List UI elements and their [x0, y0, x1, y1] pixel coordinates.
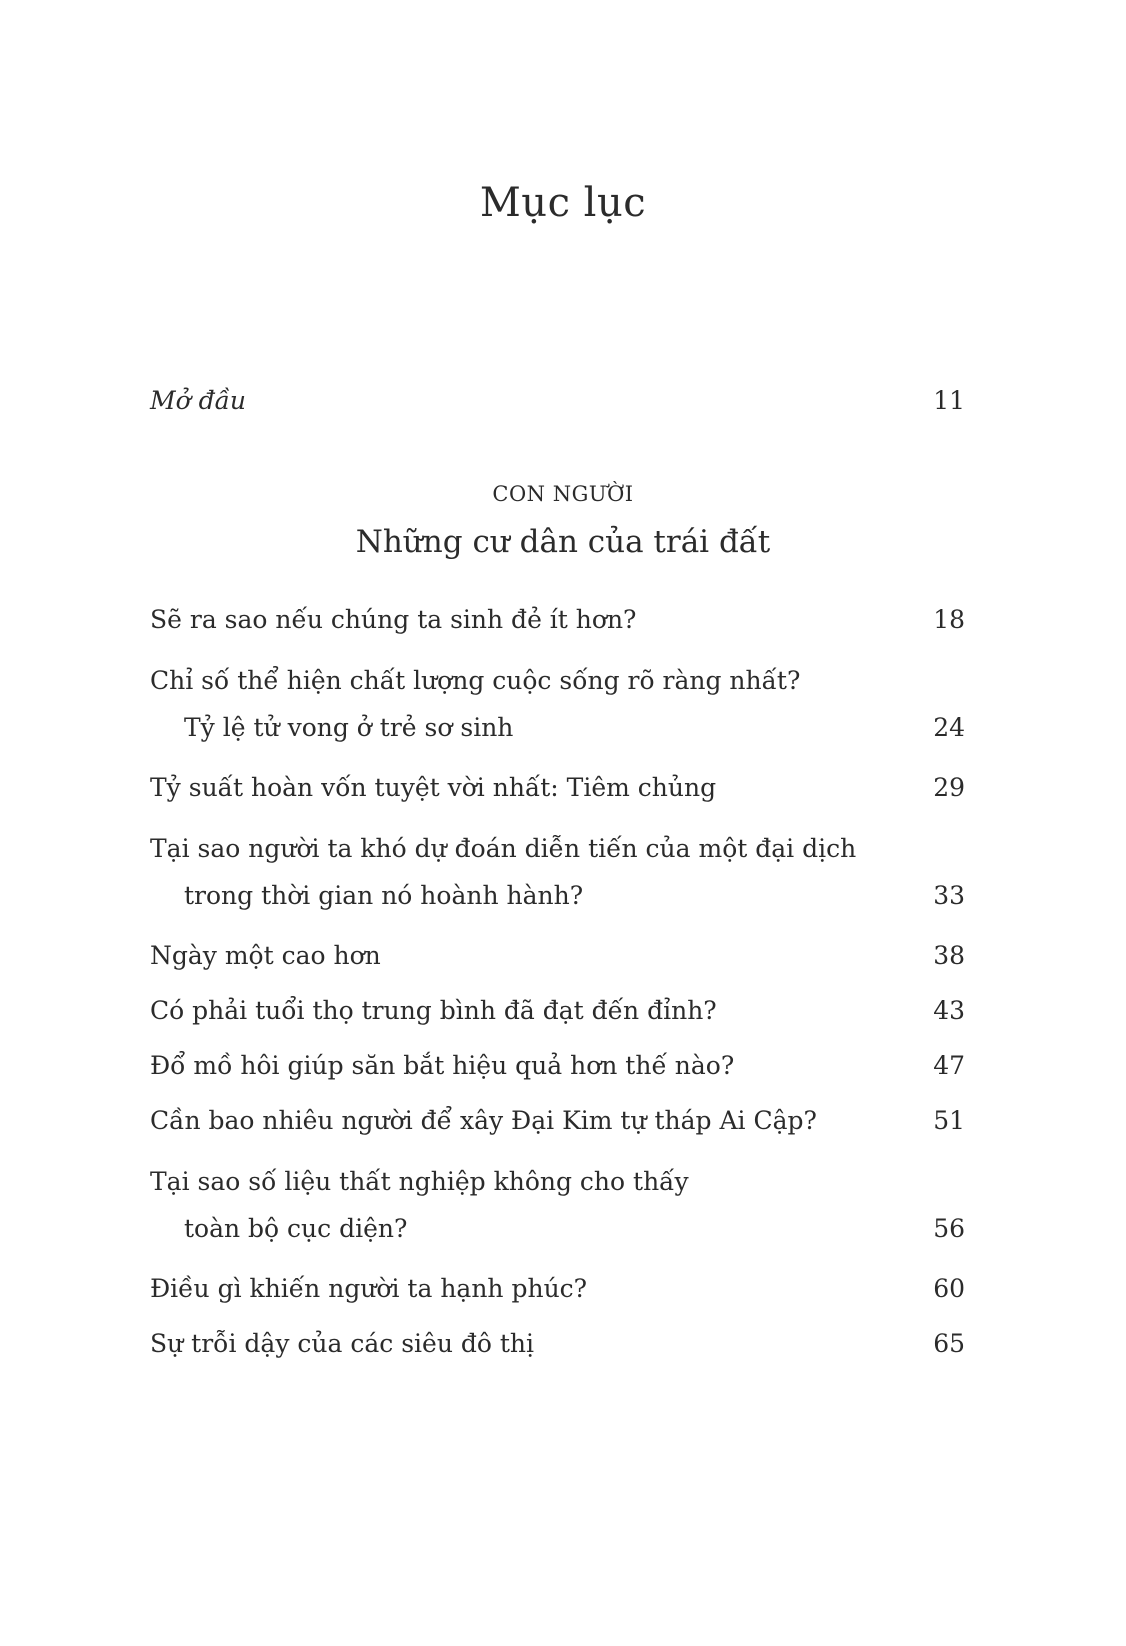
toc-entry	[150, 657, 965, 751]
toc-entry-intro	[150, 386, 965, 415]
toc-entry-page: 24	[933, 713, 965, 742]
section-title: Những cư dân của trái đất	[355, 524, 771, 560]
toc-entry-page: 65	[933, 1329, 965, 1358]
toc-entry-page: 38	[933, 941, 965, 970]
toc-entry-page: 18	[933, 605, 965, 634]
toc-entry-title: Cần bao nhiêu người để xây Đại Kim tự tháp Ai Cập?	[150, 1106, 817, 1135]
toc-entry-title-continued: toàn bộ cục diện?	[184, 1214, 408, 1243]
toc-entry	[150, 1048, 965, 1084]
toc-entry-title: Điều gì khiến người ta hạnh phúc?	[150, 1274, 588, 1303]
toc-entry-title: Sẽ ra sao nếu chúng ta sinh đẻ ít hơn?	[150, 605, 637, 634]
toc-entry-page: 51	[933, 1106, 965, 1135]
toc-entry-page: 60	[933, 1274, 965, 1303]
toc-entry-page: 47	[933, 1051, 965, 1080]
toc-entry-page: 33	[933, 881, 965, 910]
toc-entry	[150, 825, 965, 919]
intro-label: Mở đầu	[150, 386, 247, 415]
toc-entry-title: Có phải tuổi thọ trung bình đã đạt đến đỉnh?	[150, 996, 717, 1025]
toc-entry	[150, 770, 965, 806]
toc-entry-title: Tỷ suất hoàn vốn tuyệt vời nhất: Tiêm chủng	[150, 773, 717, 802]
toc-entry-page: 56	[933, 1214, 965, 1243]
toc-entry-title: Tại sao số liệu thất nghiệp không cho thấy	[150, 1167, 689, 1196]
toc-entry	[150, 1271, 965, 1307]
toc-entry	[150, 938, 965, 974]
toc-entry-title-continued: trong thời gian nó hoành hành?	[184, 881, 584, 910]
section-kicker: CON NGƯỜI	[492, 482, 634, 506]
toc-entry-title: Ngày một cao hơn	[150, 941, 381, 970]
toc-entry-title: Tại sao người ta khó dự đoán diễn tiến của một đại dịch	[150, 834, 857, 863]
toc-entry	[150, 1158, 965, 1252]
toc-entry	[150, 1103, 965, 1139]
toc-list	[150, 602, 965, 1381]
intro-page-number: 11	[933, 386, 965, 415]
toc-entry	[150, 993, 965, 1029]
toc-entry-title-continued: Tỷ lệ tử vong ở trẻ sơ sinh	[184, 713, 514, 742]
toc-entry	[150, 1326, 965, 1362]
toc-entry-title: Đổ mồ hôi giúp săn bắt hiệu quả hơn thế nào?	[150, 1051, 735, 1080]
toc-entry-title: Chỉ số thể hiện chất lượng cuộc sống rõ ràng nhất?	[150, 666, 801, 695]
toc-entry-page: 43	[933, 996, 965, 1025]
toc-entry-title: Sự trỗi dậy của các siêu đô thị	[150, 1329, 535, 1358]
toc-entry-page: 29	[933, 773, 965, 802]
toc-entry	[150, 602, 965, 638]
page-title: Mục lục	[479, 180, 647, 226]
